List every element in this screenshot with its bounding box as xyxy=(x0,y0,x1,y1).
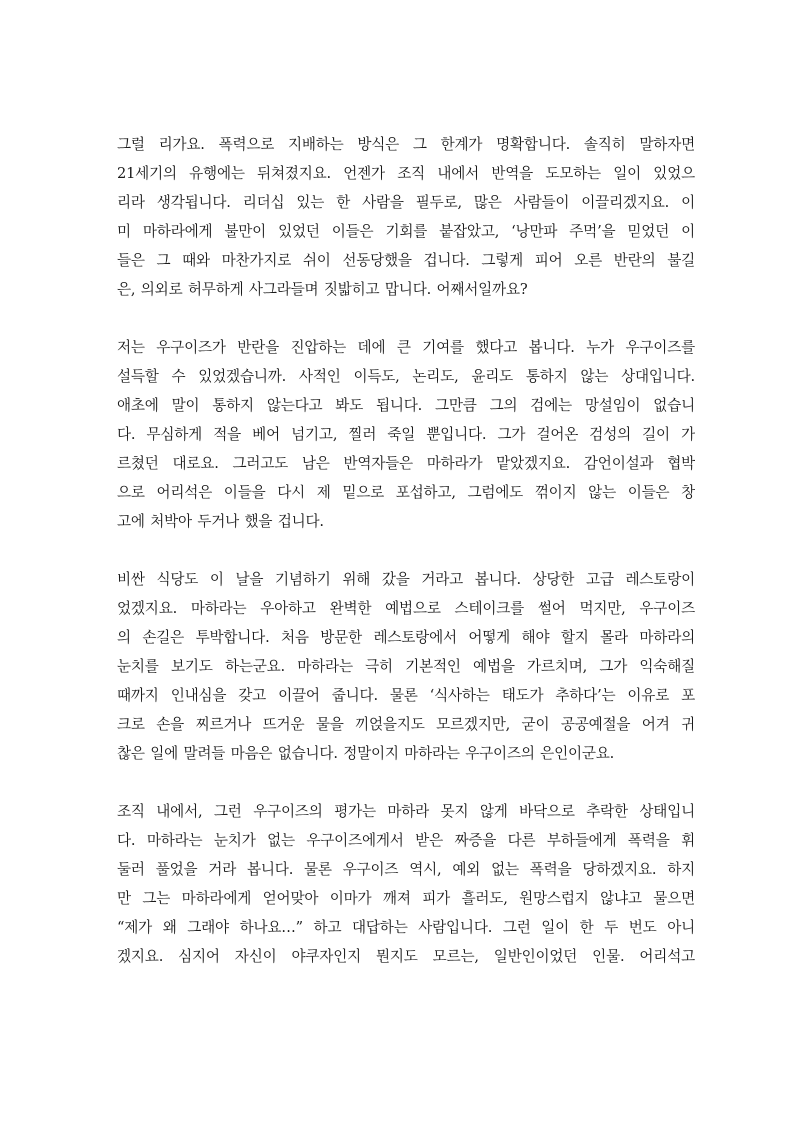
paragraph xyxy=(117,565,695,768)
paragraph xyxy=(117,797,695,971)
text-line: 겠지요. 심지어 자신이 야쿠자인지 뭔지도 모르는, 일반인이었던 인물. 어리석고 xyxy=(117,948,695,965)
text-line: 조직 내에서, 그런 우구이즈의 평가는 마하라 못지 않게 바닥으로 추락한 상태입니 xyxy=(117,803,695,820)
text-line: 다. 무심하게 적을 베어 넘기고, 찔러 죽일 뿐입니다. 그가 걸어온 검성의 길이 가 xyxy=(117,426,695,443)
text-line: 들은 그 때와 마찬가지로 쉬이 선동당했을 겁니다. 그렇게 피어 오른 반란의 불길 xyxy=(117,252,695,269)
text-line: “제가 왜 그래야 하나요…” 하고 대답하는 사람입니다. 그런 일이 한 두 번도 아니 xyxy=(117,919,695,936)
text-line: 고에 처박아 두거나 했을 겁니다. xyxy=(117,513,324,530)
text-line: 었겠지요. 마하라는 우아하고 완벽한 예법으로 스테이크를 썰어 먹지만, 우구이즈 xyxy=(117,600,695,617)
text-line: 르쳤던 대로요. 그러고도 남은 반역자들은 마하라가 맡았겠지요. 감언이설과 협박 xyxy=(117,455,695,472)
text-line: 리라 생각됩니다. 리더십 있는 한 사람을 필두로, 많은 사람들이 이끌리겠지요. 이 xyxy=(117,194,695,211)
text-line: 21세기의 유행에는 뒤쳐졌지요. 언젠가 조직 내에서 반역을 도모하는 일이 있었으 xyxy=(117,165,695,182)
text-line: 크로 손을 찌르거나 뜨거운 물을 끼얹을지도 모르겠지만, 굳이 공공예절을 어겨 귀 xyxy=(117,716,695,733)
text-line: 때까지 인내심을 갖고 이끌어 줍니다. 물론 ‘식사하는 태도가 추하다’는 이유로 포 xyxy=(117,687,695,704)
body-text xyxy=(117,130,695,1000)
text-line: 그럴 리가요. 폭력으로 지배하는 방식은 그 한계가 명확합니다. 솔직히 말하자면 xyxy=(117,136,695,153)
text-line: 설득할 수 있었겠습니까. 사적인 이득도, 논리도, 윤리도 통하지 않는 상대입니다. xyxy=(117,368,695,385)
text-line: 저는 우구이즈가 반란을 진압하는 데에 큰 기여를 했다고 봅니다. 누가 우구이즈를 xyxy=(117,339,695,356)
text-line: 미 마하라에게 불만이 있었던 이들은 기회를 붙잡았고, ‘낭만파 주먹’을 믿었던 이 xyxy=(117,223,695,240)
paragraph xyxy=(117,130,695,304)
text-line: 의 손길은 투박합니다. 처음 방문한 레스토랑에서 어떻게 해야 할지 몰라 마하라의 xyxy=(117,629,695,646)
text-line: 눈치를 보기도 하는군요. 마하라는 극히 기본적인 예법을 가르치며, 그가 익숙해질 xyxy=(117,658,695,675)
text-line: 찮은 일에 말려들 마음은 없습니다. 정말이지 마하라는 우구이즈의 은인이군요. xyxy=(117,745,615,762)
text-line: 은, 의외로 허무하게 사그라들며 짓밟히고 맙니다. 어째서일까요? xyxy=(117,281,528,298)
text-line: 애초에 말이 통하지 않는다고 봐도 됩니다. 그만큼 그의 검에는 망설임이 없습니 xyxy=(117,397,695,414)
text-line: 만 그는 마하라에게 얻어맞아 이마가 깨져 피가 흘러도, 원망스럽지 않냐고 물으면 xyxy=(117,890,695,907)
text-line: 둘러 풀었을 거라 봅니다. 물론 우구이즈 역시, 예외 없는 폭력을 당하겠지요. 하지 xyxy=(117,861,695,878)
paragraph xyxy=(117,333,695,536)
text-line: 비싼 식당도 이 날을 기념하기 위해 갔을 거라고 봅니다. 상당한 고급 레스토랑이 xyxy=(117,571,695,588)
text-line: 으로 어리석은 이들을 다시 제 밑으로 포섭하고, 그럼에도 꺾이지 않는 이들은 창 xyxy=(117,484,695,501)
text-line: 다. 마하라는 눈치가 없는 우구이즈에게서 받은 짜증을 다른 부하들에게 폭력을 휘 xyxy=(117,832,695,849)
